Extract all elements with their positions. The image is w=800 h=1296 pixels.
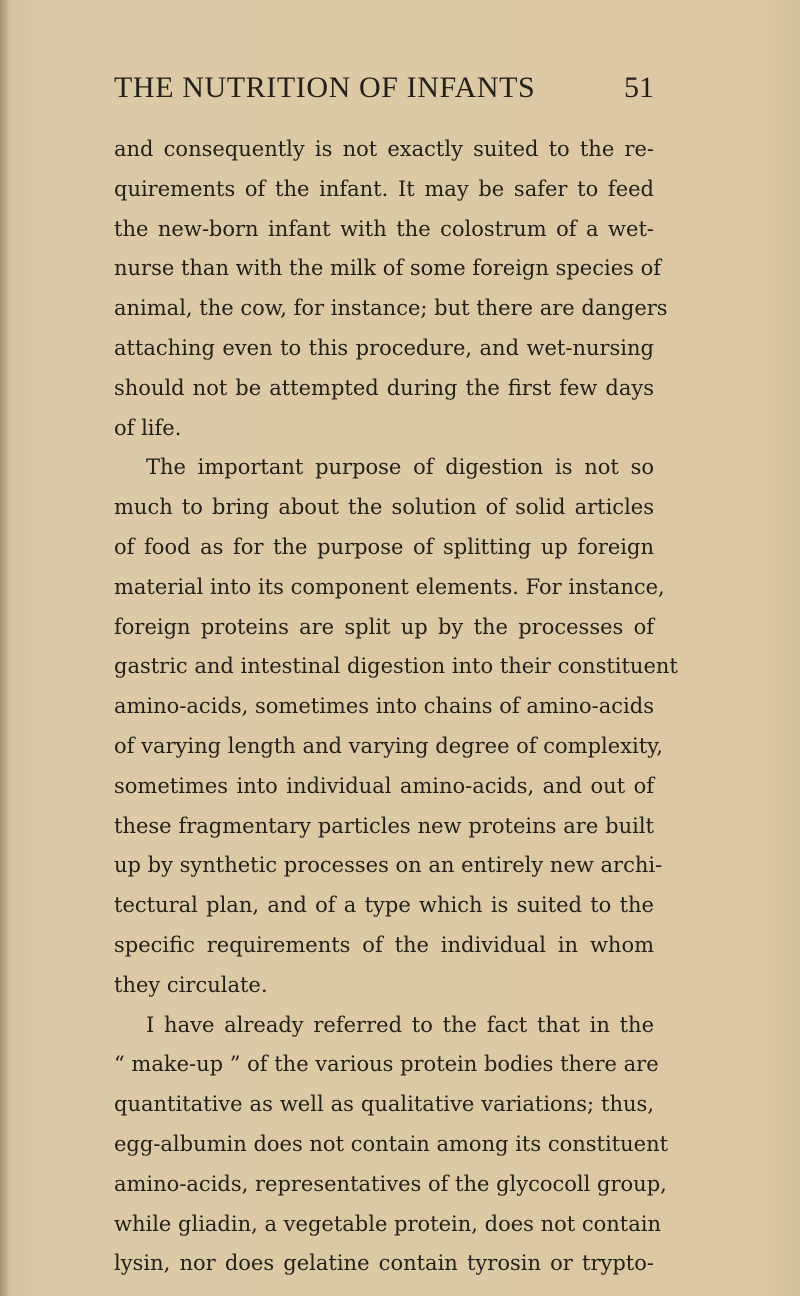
text-line: egg-albumin does not contain among its constituent <box>114 1131 669 1156</box>
text-line: attaching even to this procedure, and wet-nursing <box>114 335 654 360</box>
text-line: specific requirements of the individual in whom <box>114 932 654 957</box>
text-line: nurse than with the milk of some foreign species of <box>114 256 661 281</box>
page-number: 51 <box>624 71 654 104</box>
text-line: foreign proteins are split up by the processes of <box>114 614 654 639</box>
text-line: animal, the cow, for instance; but there are dangers <box>114 296 668 321</box>
text-line: these fragmentary particles new proteins are built <box>114 813 654 838</box>
text-line: of life. <box>114 415 182 440</box>
text-line: of food as for the purpose of splitting up foreign <box>114 534 654 559</box>
text-line: amino-acids, representatives of the glycocoll group, <box>114 1171 667 1196</box>
text-line: sometimes into individual amino-acids, and out of <box>114 773 654 798</box>
page-header <box>114 66 654 110</box>
running-head: THE NUTRITION OF INFANTS <box>114 71 536 104</box>
text-line: material into its component elements. For instance, <box>114 574 665 599</box>
text-line: The important purpose of digestion is not so <box>146 455 654 480</box>
text-line: much to bring about the solution of solid articles <box>114 495 654 520</box>
text-line: should not be attempted during the first few days <box>114 375 654 400</box>
text-line: amino-acids, sometimes into chains of amino-acids <box>114 694 654 719</box>
text-line: lysin, nor does gelatine contain tyrosin or trypto- <box>114 1251 654 1276</box>
text-line: gastric and intestinal digestion into their constituent <box>114 654 678 679</box>
text-line: quantitative as well as qualitative variations; thus, <box>114 1092 654 1117</box>
page-gutter-shadow <box>0 0 10 1296</box>
text-line: they circulate. <box>114 972 268 997</box>
text-line: up by synthetic processes on an entirely new archi- <box>114 853 663 878</box>
text-line: and consequently is not exactly suited to the re- <box>114 137 654 161</box>
text-line: I have already referred to the fact that in the <box>146 1012 654 1037</box>
text-line: tectural plan, and of a type which is suited to the <box>114 893 654 918</box>
text-line: quirements of the infant. It may be safer to feed <box>114 176 654 201</box>
text-line: the new-born infant with the colostrum of a wet- <box>114 216 654 241</box>
text-line: while gliadin, a vegetable protein, does not contain <box>114 1211 662 1236</box>
body-text <box>114 130 678 1284</box>
text-line: “ make-up ” of the various protein bodies there are <box>114 1052 659 1077</box>
text-line: of varying length and varying degree of complexity, <box>114 733 663 758</box>
